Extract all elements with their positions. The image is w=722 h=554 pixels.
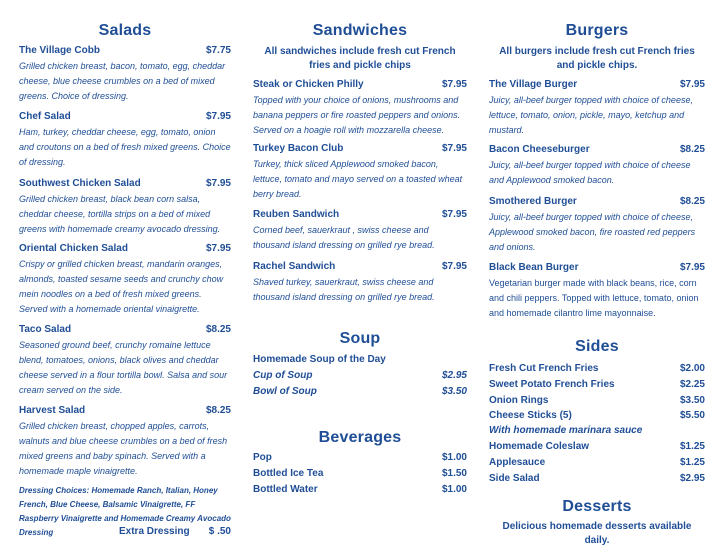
item-description: Grilled chicken breast, black bean corn salsa, cheddar cheese, tortilla strips on a bed of mixed greens with homemade creamy avocado dressing. — [19, 194, 221, 234]
menu-item — [489, 78, 705, 138]
item-price: $8.25 — [679, 196, 705, 207]
menu-item — [19, 177, 231, 237]
item-price: $7.75 — [205, 45, 231, 56]
sides-title: Sides — [575, 338, 619, 355]
menu-item — [19, 242, 231, 317]
beverage-item — [253, 451, 467, 465]
item-name: Oriental Chicken Salad — [19, 243, 128, 254]
soup-title: Soup — [339, 330, 381, 347]
soup-heading: Homemade Soup of the Day — [253, 354, 386, 365]
item-description: Shaved turkey, sauerkraut, swiss cheese and thousand island dressing on grilled rye bread. — [253, 277, 435, 302]
extra-dressing-price: $ .50 — [208, 526, 231, 537]
item-description: Juicy, all-beef burger topped with choice of cheese, Applewood smoked bacon, fire roasted red peppers and onions. — [489, 212, 696, 252]
item-price: $1.25 — [679, 457, 705, 468]
item-name: Fresh Cut French Fries — [489, 363, 599, 374]
item-price: $2.95 — [441, 370, 467, 381]
item-name: With homemade marinara sauce — [489, 425, 643, 436]
item-price: $2.25 — [679, 379, 705, 390]
item-name: Bacon Cheeseburger — [489, 144, 590, 155]
item-name: Reuben Sandwich — [253, 209, 340, 220]
menu-item — [489, 143, 705, 188]
dressing-choices: Dressing Choices: Homemade Ranch, Italian, Honey French, Blue Cheese, Balsamic Vinaigrette, FF Raspberry Vinaigrette and Homemade Creamy Avocado Dressing — [19, 486, 231, 537]
item-price: $2.00 — [679, 363, 705, 374]
beverage-item — [253, 483, 467, 497]
beverages-title: Beverages — [318, 429, 402, 446]
sandwiches-title: Sandwiches — [312, 22, 408, 39]
menu-item — [253, 260, 467, 305]
item-name: Onion Rings — [489, 395, 549, 406]
item-price: $7.95 — [205, 111, 231, 122]
menu-item — [19, 404, 231, 479]
item-price: $5.50 — [679, 410, 705, 421]
item-description: Corned beef, sauerkraut , swiss cheese and thousand island dressing on grilled rye bread. — [253, 225, 435, 250]
item-name: Pop — [253, 452, 272, 463]
item-name: Bowl of Soup — [253, 386, 317, 397]
menu-item — [253, 208, 467, 253]
item-name: Chef Salad — [19, 111, 71, 122]
item-price: $7.95 — [679, 79, 705, 90]
soup-item — [253, 385, 467, 399]
item-name: Sweet Potato French Fries — [489, 379, 615, 390]
side-item — [489, 362, 705, 376]
item-description: Vegetarian burger made with black beans, rice, corn and chili peppers. Topped with lettuce, tomato, onion and homemade cilantro lime mayonnaise. — [489, 278, 699, 318]
side-item — [489, 378, 705, 392]
burgers-note: All burgers include fresh cut French fries and pickle chips. — [499, 46, 695, 71]
item-description: Seasoned ground beef, crunchy romaine lettuce blend, tomatoes, onions, black olives and cheddar cheese served in a flour tortilla bowl. Salsa and sour cream served on the side. — [19, 340, 228, 395]
burgers-title: Burgers — [565, 22, 629, 39]
item-price: $1.00 — [441, 484, 467, 495]
item-price: $7.95 — [441, 143, 467, 154]
item-name: Applesauce — [489, 457, 546, 468]
item-price: $8.25 — [205, 324, 231, 335]
item-description: Turkey, thick sliced Applewood smoked bacon, lettuce, tomato and mayo served on a toasted wheat berry bread. — [253, 159, 463, 199]
item-name: Side Salad — [489, 473, 540, 484]
item-name: Homemade Coleslaw — [489, 441, 590, 452]
item-price: $8.25 — [205, 405, 231, 416]
menu-item — [19, 110, 231, 170]
menu-item — [489, 261, 705, 321]
item-name: Bottled Water — [253, 484, 318, 495]
side-item — [489, 440, 705, 454]
item-price: $2.95 — [679, 473, 705, 484]
item-price: $7.95 — [205, 178, 231, 189]
item-description: Ham, turkey, cheddar cheese, egg, tomato, onion and croutons on a bed of fresh mixed greens. Choice of dressing. — [19, 127, 231, 167]
item-name: Steak or Chicken Philly — [253, 79, 364, 90]
item-name: Smothered Burger — [489, 196, 577, 207]
item-name: Turkey Bacon Club — [253, 143, 344, 154]
extra-dressing-row — [119, 525, 231, 539]
desserts-note: Delicious homemade desserts available daily. — [502, 521, 692, 546]
item-description: Crispy or grilled chicken breast, mandarin oranges, almonds, toasted sesame seeds and crunchy chow mein noodles on a bed of fresh mixed greens. Served with a homemade oriental vinaigrette. — [19, 259, 224, 314]
item-price: $3.50 — [679, 395, 705, 406]
item-price: $7.95 — [441, 261, 467, 272]
item-name: Bottled Ice Tea — [253, 468, 324, 479]
item-price: $3.50 — [441, 386, 467, 397]
beverage-item — [253, 467, 467, 481]
menu-item — [489, 195, 705, 255]
item-price: $7.95 — [679, 262, 705, 273]
item-description: Grilled chicken breast, chopped apples, carrots, walnuts and blue cheese crumbles on a bed of fresh mixed greens and baby spinach. Served with a homemade maple vinaigrette. — [19, 421, 228, 476]
side-item — [489, 456, 705, 470]
sandwiches-note: All sandwiches include fresh cut French fries and pickle chips — [264, 46, 456, 71]
item-price: $7.95 — [441, 209, 467, 220]
item-description: Juicy, all-beef burger topped with choice of cheese, lettuce, tomato, onion, pickle, mayo, ketchup and mustard. — [489, 95, 693, 135]
extra-dressing-label: Extra Dressing — [119, 526, 190, 537]
side-item — [489, 394, 705, 408]
item-description: Topped with your choice of onions, mushrooms and banana peppers or fire roasted peppers and onions. Served on a hoagie roll with mozzarella cheese. — [253, 95, 461, 135]
side-item — [489, 409, 705, 423]
item-name: Southwest Chicken Salad — [19, 178, 141, 189]
item-description: Grilled chicken breast, bacon, tomato, egg, cheddar cheese, blue cheese crumbles on a bed of mixed greens. Choice of dressing. — [19, 61, 226, 101]
item-price: $1.25 — [679, 441, 705, 452]
item-name: Cheese Sticks (5) — [489, 410, 572, 421]
item-price: $1.50 — [441, 468, 467, 479]
soup-item — [253, 369, 467, 383]
side-item — [489, 472, 705, 486]
item-name: Harvest Salad — [19, 405, 86, 416]
item-name: Cup of Soup — [253, 370, 313, 381]
item-name: Taco Salad — [19, 324, 72, 335]
menu-item — [253, 142, 467, 202]
item-name: The Village Cobb — [19, 45, 100, 56]
menu-item — [19, 323, 231, 398]
item-price: $8.25 — [679, 144, 705, 155]
side-item-note — [489, 424, 705, 438]
menu-item — [253, 78, 467, 138]
item-price: $1.00 — [441, 452, 467, 463]
item-price: $7.95 — [441, 79, 467, 90]
salads-title: Salads — [98, 22, 152, 39]
item-description: Juicy, all-beef burger topped with choice of cheese and Applewood smoked bacon. — [489, 160, 691, 185]
desserts-title: Desserts — [562, 498, 632, 515]
item-name: The Village Burger — [489, 79, 578, 90]
item-name: Rachel Sandwich — [253, 261, 336, 272]
item-price: $7.95 — [205, 243, 231, 254]
item-name: Black Bean Burger — [489, 262, 579, 273]
menu-item — [19, 44, 231, 104]
